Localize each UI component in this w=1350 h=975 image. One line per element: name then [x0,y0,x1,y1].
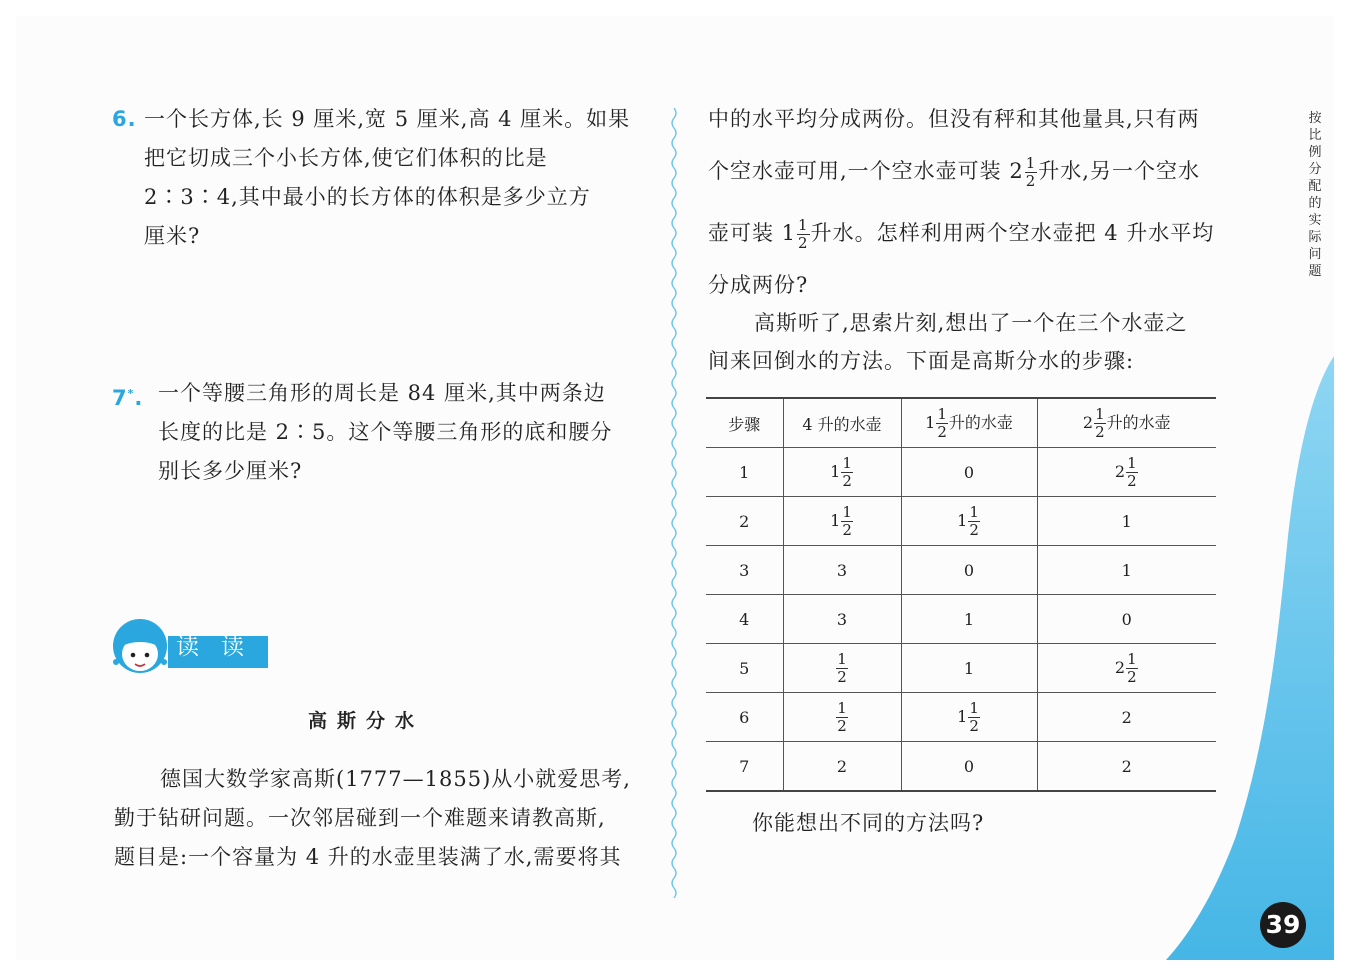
table-cell: 3 [783,546,901,595]
table-cell: 2 [783,742,901,792]
fraction: $\frac{1}{2}$ [969,698,979,735]
story-line: 勤于钻研问题。一次邻居碰到一个难题来请教高斯, [114,806,606,830]
fraction: $\frac{1}{2}$ [842,453,852,490]
table-row [706,693,1216,742]
table-cell: 0 [1037,595,1216,644]
table-cell: 6 [706,693,783,742]
table-cell: 2 [1037,693,1216,742]
fraction: $\frac{1}{2}$ [937,404,947,441]
table-header-cell: 1 $\frac{1}{2}$ 升的水壶 [901,398,1037,448]
story-line: 分成两份? [708,273,809,297]
table-cell: 1 $\frac{1}{2}$ [901,693,1037,742]
table-cell [783,644,901,693]
question-line: 2∶3∶4,其中最小的长方体的体积是多少立方 [144,185,591,209]
table-header-cell: 步骤 [706,398,783,448]
fraction: $\frac{1}{2}$ [1127,453,1137,490]
table-cell: 2 [706,497,783,546]
table-cell: 1 [901,644,1037,693]
table-header-cell: 4 升的水壶 [783,398,901,448]
table-header-cell: 2 $\frac{1}{2}$ 升的水壶 [1037,398,1216,448]
fraction: $\frac{1}{2}$ [1095,404,1105,441]
table-cell: 3 [706,546,783,595]
column-divider [668,108,680,898]
table-cell: 1 [706,448,783,497]
table-cell: 1 $\frac{1}{2}$ [783,448,901,497]
table-cell [783,693,901,742]
page-number: 39 [1260,902,1306,948]
question-number: 6. [112,107,137,131]
challenge-star: * [127,387,135,400]
textbook-page [16,16,1334,960]
table-cell: 1 $\frac{1}{2}$ [783,497,901,546]
question-line: 把它切成三个小长方体,使它们体积的比是 [144,146,548,170]
story-line: 题目是:一个容量为 4 升的水壶里装满了水,需要将其 [114,845,622,869]
table-cell: 2 [1037,742,1216,792]
fraction: $\frac{1}{2}$ [969,502,979,539]
question-line: 长度的比是 2∶5。这个等腰三角形的底和腰分 [158,420,613,444]
reading-title: 高斯分水 [307,710,424,732]
water-steps-table [706,397,1216,792]
story-line: 德国大数学家高斯(1777—1855)从小就爱思考, [160,767,631,791]
table-cell: 1 [901,595,1037,644]
table-cell: 1 [1037,546,1216,595]
fraction: $\frac{1}{2}$ [1127,649,1137,686]
table-cell: 3 [783,595,901,644]
story-line: 间来回倒水的方法。下面是高斯分水的步骤: [708,349,1135,373]
table-cell: 1 $\frac{1}{2}$ [901,497,1037,546]
table-cell: 2 $\frac{1}{2}$ [1037,448,1216,497]
chapter-side-label: 按比例分配的实际问题 [1308,111,1322,279]
question-line: 别长多少厘米? [158,459,303,483]
fraction: $\frac{1}{2}$ [798,216,809,252]
fraction: $\frac{1}{2}$ [837,698,847,735]
table-cell: 0 [901,742,1037,792]
reading-banner-label: 读读 [176,634,266,660]
table-row [706,546,1216,595]
table-cell: 0 [901,546,1037,595]
question-line: 一个等腰三角形的周长是 84 厘米,其中两条边 [158,381,606,405]
question-line: 厘米? [144,224,201,248]
table-row [706,644,1216,693]
fraction: $\frac{1}{2}$ [837,649,847,686]
fraction: $\frac{1}{2}$ [1025,154,1037,190]
story-line: 个空水壶可用,一个空水壶可装 2 $\frac{1}{2}$ 升水,另一个空水 [708,154,1200,190]
closing-question: 你能想出不同的方法吗? [752,811,985,835]
question-line: 一个长方体,长 9 厘米,宽 5 厘米,高 4 厘米。如果 [144,107,631,131]
story-line: 高斯听了,思索片刻,想出了一个在三个水壶之 [754,311,1188,335]
table-cell: 4 [706,595,783,644]
table-cell: 7 [706,742,783,792]
story-line: 壶可装 1 $\frac{1}{2}$ 升水。怎样利用两个空水壶把 4 升水平均 [708,216,1215,252]
table-cell: 1 [1037,497,1216,546]
table-cell: 0 [901,448,1037,497]
table-row [706,595,1216,644]
table-cell: 5 [706,644,783,693]
table-row [706,742,1216,792]
fraction: $\frac{1}{2}$ [842,502,852,539]
question-number: 7*. [112,386,144,410]
table-row [706,448,1216,497]
table-row [706,497,1216,546]
table-cell: 2 $\frac{1}{2}$ [1037,644,1216,693]
story-line: 中的水平均分成两份。但没有秤和其他量具,只有两 [708,107,1200,131]
